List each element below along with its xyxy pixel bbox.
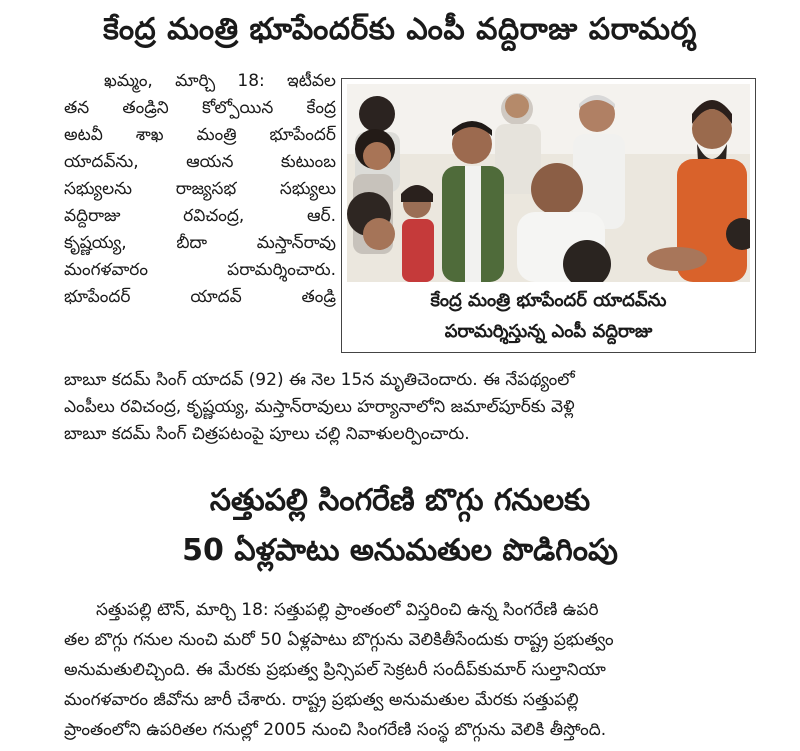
article1-headline: కేంద్ర మంత్రి భూపేందర్‌కు ఎంపీ వద్దిరాజు పరామర్శ	[103, 12, 697, 47]
news-photo-illustration	[347, 84, 750, 282]
article1-side-line: వద్దిరాజు రవిచంద్ర, ఆర్.	[64, 206, 336, 226]
article1-full-line: బాబూ కదమ్ సింగ్ చిత్రపటంపై పూలు చల్లి నివాళులర్పించారు.	[64, 424, 470, 444]
news-photo	[347, 84, 750, 282]
article1-side-line: ఖమ్మం, మార్చి 18: ఇటీవల	[104, 71, 336, 91]
article2-body	[64, 595, 756, 745]
article1-body-side	[64, 68, 336, 311]
article2-headline-line: సత్తుపల్లి సింగరేణి బొగ్గు గనులకు	[209, 483, 591, 518]
photo-frame	[341, 78, 756, 353]
article1-side-line: మంగళవారం పరామర్శించారు.	[64, 260, 336, 280]
photo-caption-line: పరామర్శిస్తున్న ఎంపీ వద్దిరాజు	[444, 321, 653, 342]
article2-body-line: సత్తుపల్లి టౌన్, మార్చి 18: సత్తుపల్లి ప్రాంతంలో విస్తరించి ఉన్న సింగరేణి ఉపరి	[96, 600, 599, 620]
article1-side-line: సభ్యులను రాజ్యసభ సభ్యులు	[64, 179, 336, 199]
article2-body-line: అనుమతులిచ్చింది. ఈ మేరకు ప్రభుత్వ ప్రిన్సిపల్ సెక్రటరీ సందీప్‌కుమార్ సుల్తానియా	[64, 660, 606, 680]
article2-headline	[0, 476, 800, 576]
article2-body-line: మంగళవారం జీవోను జారీ చేశారు. రాష్ట్ర ప్రభుత్వ అనుమతుల మేరకు సత్తుపల్లి	[64, 690, 579, 710]
article1-full-line: బాబూ కదమ్ సింగ్ యాదవ్ (92) ఈ నెల 15న మృతిచెందారు. ఈ నేపథ్యంలో	[64, 370, 575, 390]
article1-side-line: యాదవ్‌ను, ఆయన కుటుంబ	[64, 152, 336, 172]
article1-side-line: తన తండ్రిని కోల్పోయిన కేంద్ర	[64, 98, 336, 118]
article1-side-line: కృష్ణయ్య, బీదా మస్తాన్‌రావు	[64, 233, 336, 253]
article1-body-full	[64, 367, 756, 448]
article1-full-line: ఎంపీలు రవిచంద్ర, కృష్ణయ్య, మస్తాన్‌రావులు హర్యానాలోని జమాల్‌పూర్‌కు వెళ్లి	[64, 397, 575, 417]
article2-headline-line: 50 ఏళ్లపాటు అనుమతుల పొడిగింపు	[182, 533, 618, 568]
article2-body-line: తల బొగ్గు గనుల నుంచి మరో 50 ఏళ్లపాటు బొగ్గును వెలికితీసేందుకు రాష్ట్ర ప్రభుత్వం	[64, 630, 614, 650]
photo-caption	[342, 285, 755, 347]
article2-body-line: ప్రాంతంలోని ఉపరితల గనుల్లో 2005 నుంచి సింగరేణి సంస్థ బొగ్గును వెలికి తీస్తోంది.	[64, 720, 607, 740]
photo-caption-line: కేంద్ర మంత్రి భూపేందర్ యాదవ్‌ను	[430, 290, 667, 311]
article1-side-line: భూపేందర్ యాదవ్ తండ్రి	[64, 287, 336, 307]
article1-side-line: అటవీ శాఖ మంత్రి భూపేందర్	[64, 125, 336, 145]
